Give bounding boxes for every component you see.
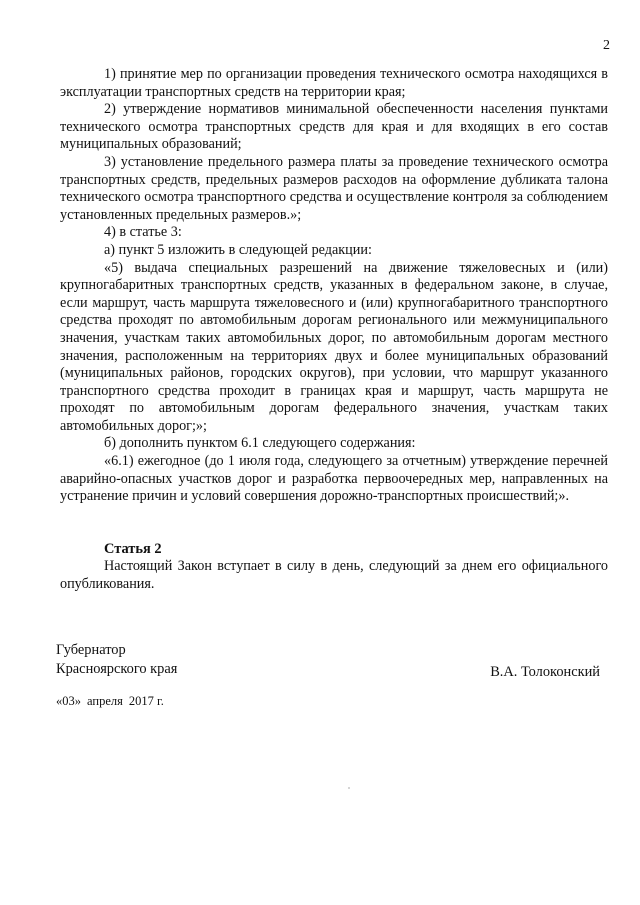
paragraph-subitem-b: б) дополнить пунктом 6.1 следующего содержания: xyxy=(104,435,416,452)
scan-speck xyxy=(348,787,350,789)
signatory-title-line-2: Красноярского края xyxy=(56,661,178,677)
signature-date xyxy=(56,694,170,709)
date-day: «03» xyxy=(56,694,81,708)
page-number: 2 xyxy=(603,38,610,53)
article-2-heading: Статья 2 xyxy=(104,541,162,557)
paragraph-article-3: 4) в статье 3: xyxy=(104,224,182,241)
paragraph-subitem-a: а) пункт 5 изложить в следующей редакции: xyxy=(104,241,372,258)
paragraph-item-2: 2) утверждение нормативов минимальной обеспеченности населения пунктами технического осмотра транспортных средств для края и для входящих в его состав муниципальных образований; xyxy=(60,101,608,153)
signatory-title xyxy=(56,641,177,679)
signatory-title-line-1: Губернатор xyxy=(56,642,126,658)
article-2-text: Настоящий Закон вступает в силу в день, следующий за днем его официального опубликования. xyxy=(60,558,608,592)
date-month: апреля xyxy=(87,694,123,708)
paragraph-item-1: 1) принятие мер по организации проведения технического осмотра находящихся в эксплуатации транспортных средств на территории края; xyxy=(60,66,608,100)
paragraph-point-5: «5) выдача специальных разрешений на движение тяжеловесных и (или) крупногабаритных транспортных средств, указанных в федеральном законе, в случае, если маршрут, часть маршрута тяжеловесного и (или) крупногабаритного транспортного средства проходят по автомобильным дорогам регионального или межмуниципального значения, участкам таких автомобильных дорог, по автомобильным дорогам местного значения, расположенным на территориях двух и более муниципальных образований (муниципальных районов, городских округов), при условии, что маршрут указанного транспортного средства проходит в границах края и маршрут, часть маршрута не проходят по автомобильным дорогам федерального значения, участкам таких автомобильных дорог;»; xyxy=(60,259,608,434)
date-year: 2017 г. xyxy=(128,694,164,708)
paragraph-item-3: 3) установление предельного размера платы за проведение технического осмотра транспортных средств, предельных размеров расходов на оформление дубликата талона технического осмотра транспортного средства и осуществление контроля за соблюдением установленных предельных размеров.»; xyxy=(60,153,608,223)
paragraph-point-6-1: «6.1) ежегодное (до 1 июля года, следующего за отчетным) утверждение перечней аварийно-опасных участков дорог и разработка первоочередных мер, направленных на устранение причин и условий совершения дорожно-транспортных происшествий;». xyxy=(60,453,608,505)
law-amendments-text xyxy=(60,66,608,506)
signatory-name: В.А. Толоконский xyxy=(490,664,600,680)
